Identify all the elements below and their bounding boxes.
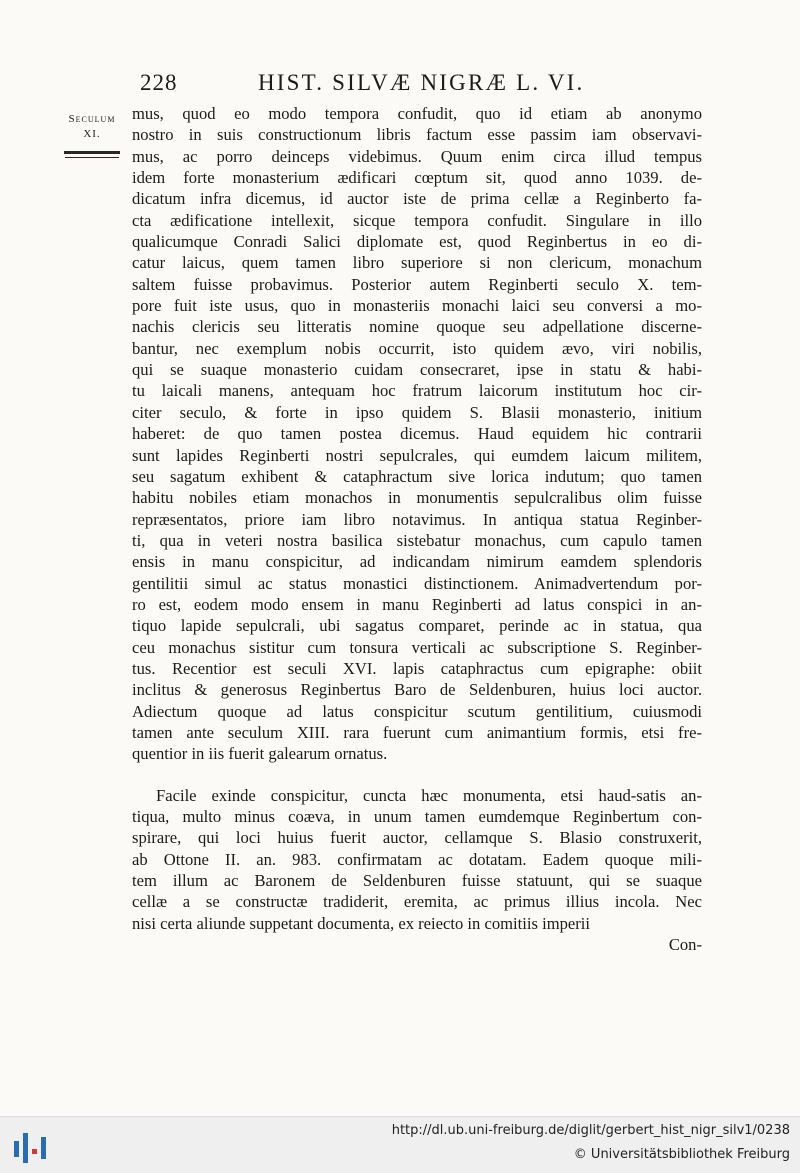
text-line: inclitus & generosus Reginbertus Baro de Seldenburen, huius loci auctor. (132, 680, 702, 700)
text-line: dicatum infra dicemus, id auctor iste de prima cellæ a Reginberto fa- (132, 189, 702, 209)
text-line: ab Ottone II. an. 983. confirmatam ac dotatam. Eadem quoque mili- (132, 849, 702, 869)
text-line: tamen ante seculum XIII. rara fuerunt cum animantium formis, etsi fre- (132, 722, 702, 742)
text-line: idem forte monasterium ædificari cœptum sit, quod anno 1039. de- (132, 168, 702, 188)
paragraph-1 (132, 103, 702, 765)
margin-note-century: XI. (83, 128, 101, 140)
text-line: cta ædificatione intellexit, sicque tempora confudit. Singulare in illo (132, 210, 702, 230)
viewer-footer (0, 1116, 800, 1173)
text-line: citer seculo, & forte in ipso quidem S. Blasii monasterio, initium (132, 402, 702, 422)
text-line: pore fuit iste usus, quo in monasteriis monachi laici seu conversi a mo- (132, 296, 702, 316)
text-line: quentior in iis fuerit galearum ornatus. (132, 744, 388, 764)
page-number: 228 (140, 70, 178, 95)
text-line: ensis in manu conspicitur, ad indicandam nimirum eamdem splendoris (132, 552, 702, 572)
text-line: ro est, eodem modo ensem in manu Reginberti ad latus conspici in an- (132, 594, 702, 614)
paragraph-2 (132, 785, 702, 934)
text-line: ti, qua in veteri nostra basilica sistebatur monachus, cum capulo tamen (132, 530, 702, 550)
margin-rule-thin (65, 157, 119, 158)
text-line: Facile exinde conspicitur, cuncta hæc monumenta, etsi haud-satis an- (156, 785, 702, 805)
text-line: nisi certa aliunde suppetant documenta, ex reiecto in comitiis imperii (132, 913, 591, 933)
text-line: seu sagatum exhibent & cataphractum sive lorica indutum; quo tamen (132, 466, 702, 486)
ub-freiburg-logo-icon (12, 1127, 52, 1167)
margin-rule (64, 151, 120, 154)
text-line: repræsentatos, priore iam libro notavimus. In antiqua statua Reginber- (132, 509, 702, 529)
text-line: habitu nobiles etiam monachos in monumentis sepulcralibus olim fuisse (132, 488, 702, 508)
paragraph-gap (132, 765, 702, 785)
text-line: qui se suaque monasterio cuidam consecraret, ipse in statu & habi- (132, 360, 702, 380)
text-line: cellæ a se constructæ tradiderit, eremita, ac primus illius incola. Nec (132, 892, 702, 912)
text-line: catur laicus, quem tamen libro superiore si non clericum, monachum (132, 253, 702, 273)
text-line: nachis clericis seu litteratis nomine quoque seu adpellatione discerne- (132, 317, 702, 337)
text-line: tiqua, multo minus coæva, in unum tamen eumdemque Reginbertum con- (132, 807, 702, 826)
text-line: tu laicali manens, antequam hoc fratrum laicorum institutum hoc cir- (132, 381, 702, 401)
text-line: nostro in suis constructionum libris factum esse passim iam observavi- (132, 125, 702, 145)
footer-copyright: © Universitätsbibliothek Freiburg (573, 1147, 790, 1162)
running-head (140, 70, 700, 100)
margin-note (58, 112, 126, 158)
text-line: tiquo lapide sepulcrali, ubi sagatus comparet, perinde ac in statua, qua (132, 616, 702, 636)
text-line: mus, ac porro deinceps videbimus. Quum enim circa illud tempus (132, 146, 702, 166)
text-line: sunt lapides Reginberti nostri sepulcrales, qui eumdem laicum militem, (132, 445, 702, 465)
text-line: mus, quod eo modo tempora confudit, quo id etiam ab anonymo (132, 104, 702, 123)
text-line: qualicumque Conradi Salici diplomate est, quod Reginbertus in eo di- (132, 232, 702, 252)
text-line: spirare, qui loci huius fuerit auctor, cellamque S. Blasio construxerit, (132, 828, 702, 848)
text-line: Adiectum quoque ad latus conspicitur scutum gentilitium, cuiusmodi (132, 701, 702, 721)
text-line: gentilitii simul ac status monastici distinctionem. Animadvertendum por- (132, 573, 702, 593)
text-line: bantur, nec exemplum nobis occurrit, isto quidem ævo, viri nobilis, (132, 338, 702, 358)
text-line: saltem fuisse probavimus. Posterior autem Reginberti seculo X. tem- (132, 274, 702, 294)
catchword: Con- (668, 935, 702, 955)
text-line: tem illum ac Baronem de Seldenburen fuisse statuunt, qui se suaque (132, 871, 702, 891)
footer-url[interactable]: http://dl.ub.uni-freiburg.de/diglit/gerbert_hist_nigr_silv1/0238 (391, 1123, 790, 1138)
margin-note-seculum: Seculum (68, 113, 116, 125)
text-line: tus. Recentior est seculi XVI. lapis cataphractus cum epigraphe: obiit (132, 658, 702, 678)
header-title: HIST. SILVÆ NIGRÆ L. VI. (258, 70, 585, 95)
text-line: ceu monachus sistitur cum tonsura verticali ac subscriptione S. Reginber- (132, 637, 702, 657)
body-text (132, 103, 702, 955)
text-line: haberet: de quo tamen postea dicemus. Haud equidem hic contrarii (132, 424, 702, 444)
